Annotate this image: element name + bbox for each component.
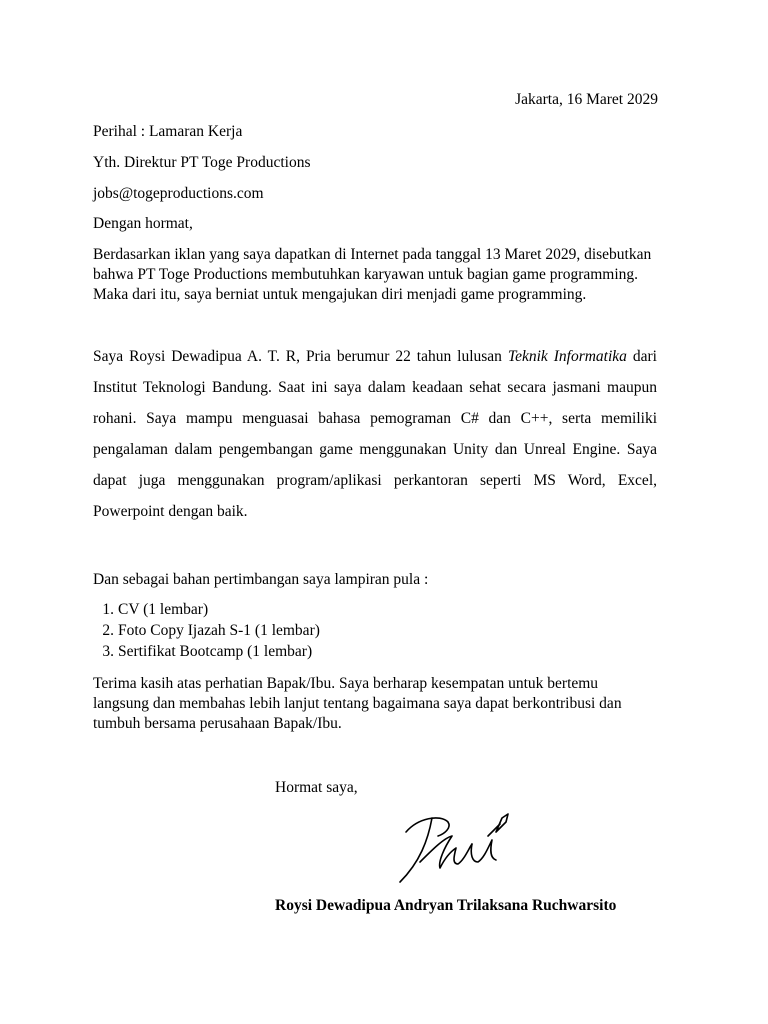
list-item-number: 2. (102, 622, 114, 639)
list-item-number: 3. (102, 643, 114, 660)
signer-name: Roysi Dewadipua Andryan Trilaksana Ruchwarsito (275, 897, 617, 914)
closing-paragraph: Terima kasih atas perhatian Bapak/Ibu. Saya berharap kesempatan untuk bertemu langsung dan membahas lebih lanjut tentang bagaimana saya dapat berkontribusi dan tumbuh bersama perusahaan Bapak/Ibu. (93, 675, 622, 732)
attachments-intro: Dan sebagai bahan pertimbangan saya lampiran pula : (93, 571, 429, 588)
list-item (93, 621, 613, 642)
list-item-text: Foto Copy Ijazah S-1 (1 lembar) (118, 622, 320, 639)
closing-salutation: Hormat saya, (275, 779, 358, 796)
place-date: Jakarta, 16 Maret 2029 (515, 91, 658, 108)
profile-paragraph-major: Teknik Informatika (507, 348, 627, 365)
list-item (93, 600, 613, 621)
subject-line: Perihal : Lamaran Kerja (93, 123, 243, 140)
attachments-list (93, 600, 613, 663)
profile-paragraph (93, 341, 657, 527)
list-item-text: Sertifikat Bootcamp (1 lembar) (118, 643, 313, 660)
recipient-line: Yth. Direktur PT Toge Productions (93, 154, 311, 171)
salutation: Dengan hormat, (93, 215, 193, 232)
list-item (93, 642, 613, 663)
profile-paragraph-part1: Saya Roysi Dewadipua A. T. R, Pria berumur 22 tahun lulusan (93, 348, 508, 365)
opening-paragraph: Berdasarkan iklan yang saya dapatkan di Internet pada tanggal 13 Maret 2029, disebutkan bahwa PT Toge Productions membutuhkan karyawan untuk bagian game programming. Maka dari itu, saya berniat untuk mengajukan diri menjadi game programming. (93, 246, 652, 303)
profile-paragraph-part2: dari Institut Teknologi Bandung. Saat ini saya dalam keadaan sehat secara jasmani maupun rohani. Saya mampu menguasai bahasa pemograman C# dan C++, serta memiliki pengalaman dalam pengembangan game menggunakan Unity dan Unreal Engine. Saya dapat juga menggunakan program/aplikasi perkantoran seperti MS Word, Excel, Powerpoint dengan baik. (93, 348, 657, 520)
list-item-number: 1. (102, 601, 114, 618)
list-item-text: CV (1 lembar) (118, 601, 209, 618)
recipient-email: jobs@togeproductions.com (93, 185, 264, 202)
handwritten-signature (392, 804, 532, 890)
